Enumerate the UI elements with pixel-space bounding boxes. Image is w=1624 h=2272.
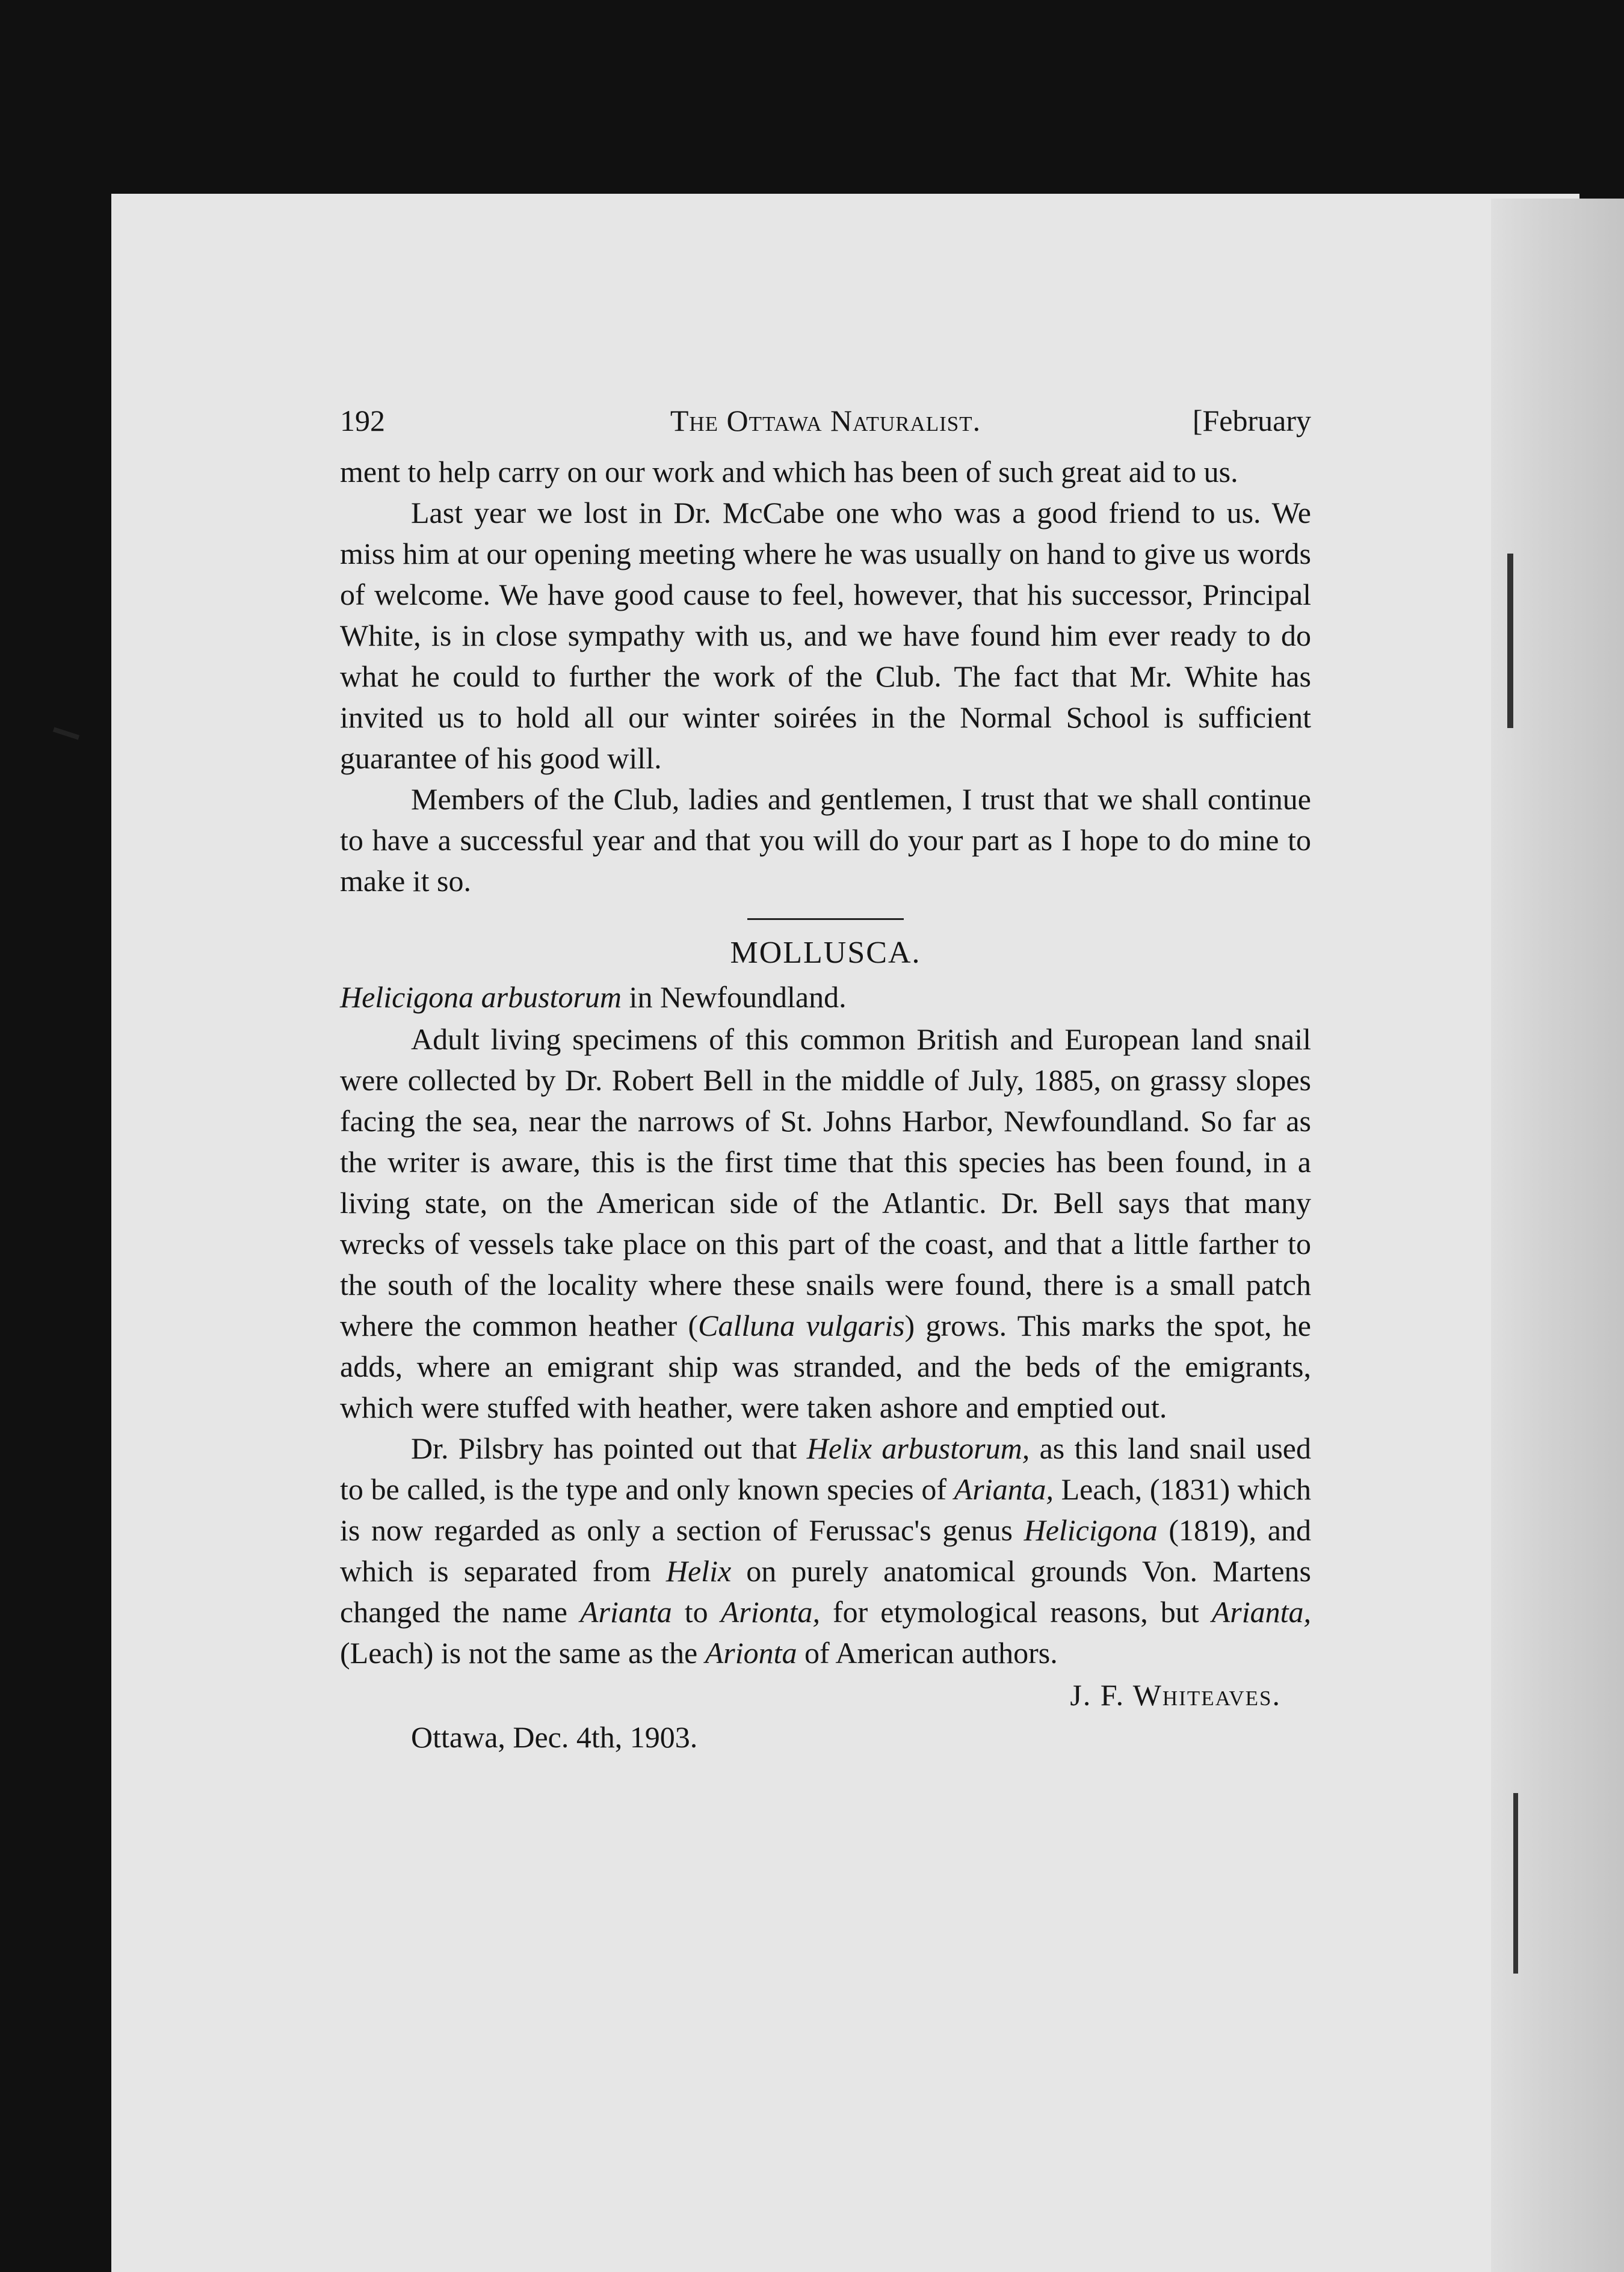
a2-italic-4: Helix — [665, 1554, 732, 1588]
a2-italic-6: Arionta, — [720, 1595, 820, 1629]
subhead-location: in Newfoundland. — [622, 980, 847, 1014]
paragraph-closing: Members of the Club, ladies and gentlemen, I trust that we shall continue to have a successful year and that you will do your part as I hope to do mine to make it so. — [340, 782, 1311, 898]
a2-text-7: for etymological reasons, but — [820, 1595, 1212, 1629]
a2-italic-3: Helicigona — [1023, 1513, 1158, 1547]
a2-italic-2: Arianta, — [954, 1472, 1054, 1506]
a2-text-3: Leach, (1831) which is now regarded as only a section of Ferussac's genus — [340, 1472, 1311, 1547]
a2-text-9: of American authors. — [797, 1636, 1058, 1670]
a2-text-2: as this land snail used to be called, is the type and only known species of — [340, 1431, 1311, 1506]
running-head — [340, 403, 1311, 451]
issue-month: [February — [1192, 404, 1311, 437]
a1-text-2: ) grows. This marks the spot, he adds, where an emigrant ship was stranded, and the beds of the emigrants, which were stuffed with heather, were taken ashore and emptied out. — [340, 1309, 1311, 1424]
paragraph-mccabe: Last year we lost in Dr. McCabe one who was a good friend to us. We miss him at our opening meeting where he was usually on hand to give us words of welcome. We have good cause to feel, however, that his successor, Principal White, is in close sympathy with us, and we have found him ever ready to do what he could to further the work of the Club. The fact that Mr. White has invited us to hold all our winter soirées in the Normal School is sufficient guarantee of his good will. — [340, 496, 1311, 775]
article-paragraph-2 — [340, 1428, 1311, 1673]
a2-italic-8: Arionta — [705, 1636, 797, 1670]
section-title: MOLLUSCA. — [730, 936, 921, 970]
dateline: Ottawa, Dec. 4th, 1903. — [411, 1720, 698, 1754]
a2-text-6: to — [672, 1595, 721, 1629]
article-paragraph-1 — [340, 1019, 1311, 1428]
scan-speck-left — [53, 727, 79, 739]
page-edge-shadow — [1491, 199, 1624, 2272]
a2-text-4: (1819), and which is separated from — [340, 1513, 1311, 1588]
a2-text-8: (Leach) is not the same as the — [340, 1636, 705, 1670]
paragraph-continued: ment to help carry on our work and which has been of such great aid to us. — [340, 455, 1238, 489]
subhead-species: Helicigona arbustorum — [340, 980, 622, 1014]
journal-title: The Ottawa Naturalist. — [670, 404, 981, 437]
a2-italic-7: Arianta, — [1211, 1595, 1311, 1629]
a2-text-1: Dr. Pilsbry has pointed out that — [411, 1431, 807, 1465]
a2-italic-1: Helix arbustorum, — [806, 1431, 1030, 1465]
a1-text-1: Adult living specimens of this common British and European land snail were collected by Dr. Robert Bell in the middle of July, 1885, on grassy slopes facing the sea, near the narrows of St. Johns Harbor, Newfoundland. So far as the writer is aware, this is the first time that this species has been found, in a living state, on the American side of the Atlantic. Dr. Bell says that many wrecks of vessels take place on this part of the coast, and that a little farther to the south of the locality where these snails were found, there is a small patch where the common heather ( — [340, 1022, 1311, 1342]
section-divider — [747, 918, 904, 920]
author-signature: J. F. Whiteaves. — [1070, 1678, 1281, 1712]
scan-speck-right-top — [1507, 554, 1513, 728]
a2-italic-5: Arianta — [579, 1595, 672, 1629]
page-text — [340, 403, 1311, 1758]
a2-text-5: on purely anatomical grounds Von. Martens changed the name — [340, 1554, 1311, 1629]
article-subhead — [340, 975, 1311, 1019]
a1-italic: Calluna vulgaris — [698, 1309, 905, 1342]
scan-speck-right-bottom — [1513, 1793, 1518, 1974]
page-number: 192 — [340, 404, 385, 437]
